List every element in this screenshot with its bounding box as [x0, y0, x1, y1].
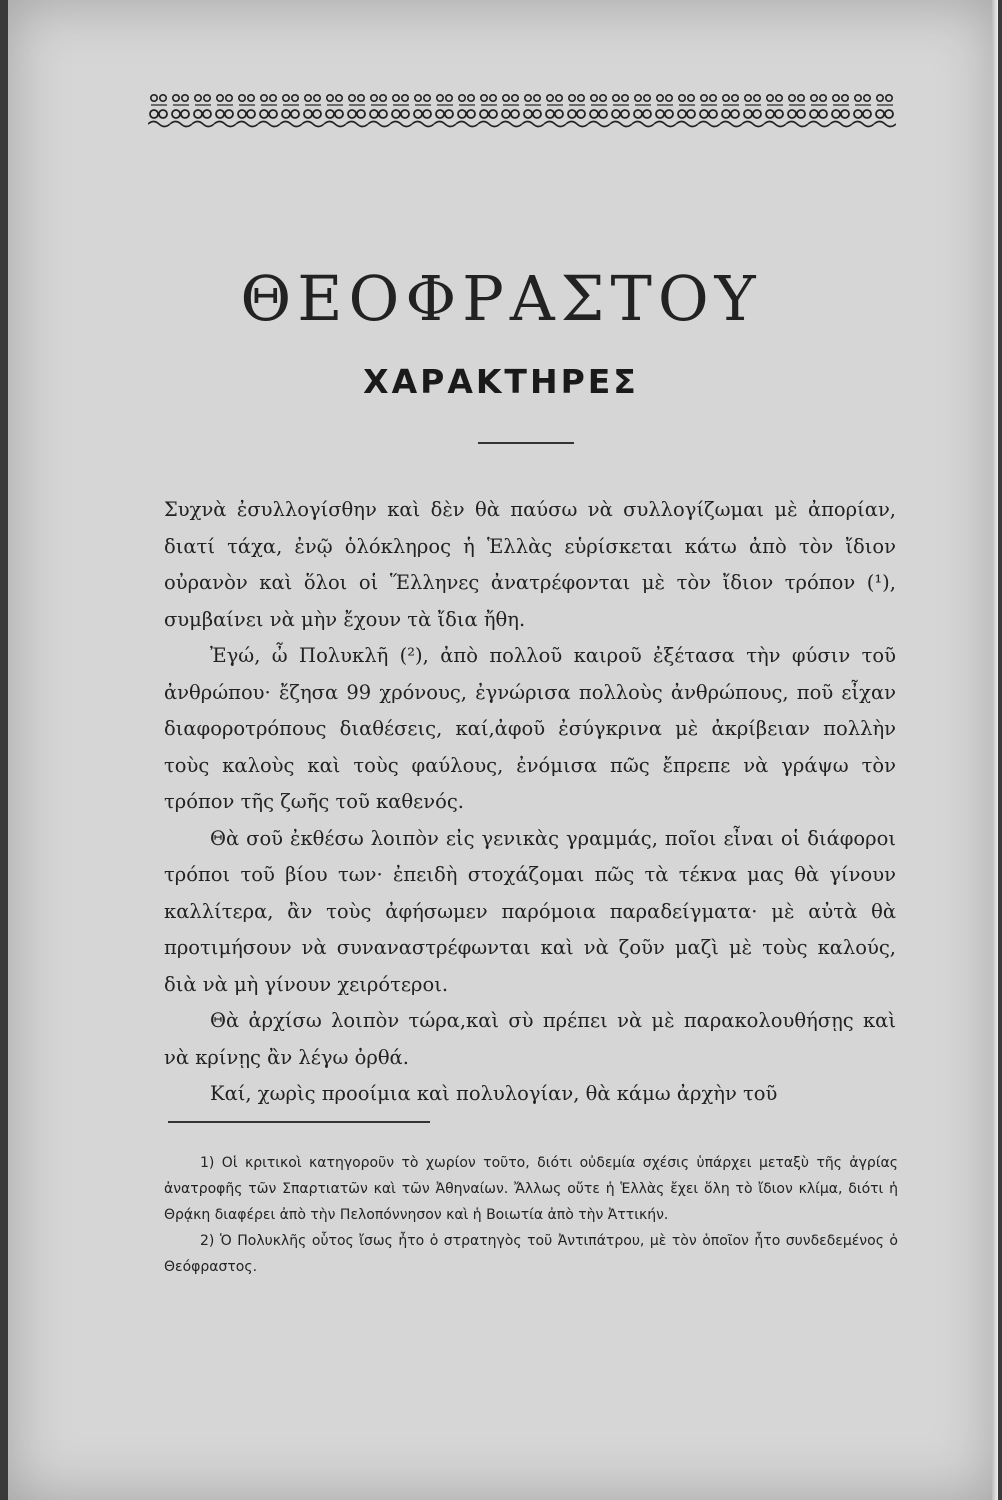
- paragraph: Ἐγώ, ὦ Πολυκλῆ (²), ἀπὸ πολλοῦ καιροῦ ἐξέτασα τὴν φύσιν τοῦ ἀνθρώπου· ἔζησα 99 χρόνους, ἐγνώρισα πολλοὺς ἀνθρώπους, ποῦ εἶχαν διαφοροτρόπους διαθέσεις, καί,ἀφοῦ ἐσύγκρινα μὲ ἀκρίβειαν πολλὴν τοὺς καλοὺς καὶ τοὺς φαύλους, ἐνόμισα πῶς ἔπρεπε νὰ γράψω τὸν τρόπον τῆς ζωῆς τοῦ καθενός.: [164, 644, 896, 813]
- title-divider: [478, 442, 574, 444]
- page-edge: [992, 0, 998, 1500]
- footnote-divider: [168, 1121, 430, 1123]
- footnote: 2) Ὁ Πολυκλῆς οὗτος ἴσως ἦτο ὁ στρατηγὸς τοῦ Ἀντιπάτρου, μὲ τὸν ὁποῖον ἦτο συνδεδεμένος ὁ Θεόφραστος.: [164, 1233, 898, 1275]
- footnote: 1) Οἱ κριτικοὶ κατηγοροῦν τὸ χωρίον τοῦτο, διότι οὐδεμία σχέσις ὑπάρχει μεταξὺ τῆς ἀγρίας ἀνατροφῆς τῶν Σπαρτιατῶν καὶ τῶν Ἀθηναίων. Ἄλλως οὔτε ἡ Ἑλλὰς ἔχει ὅλη τὸ ἴδιον κλίμα, διότι ἡ Θρᾴκη διαφέρει ἀπὸ τὴν Πελοπόννησον καὶ ἡ Βοιωτία ἀπὸ τὴν Ἀττικήν.: [164, 1155, 898, 1223]
- main-text: [164, 492, 896, 1113]
- page-subtitle: ΧΑΡΑΚΤΗΡΕΣ: [363, 362, 639, 401]
- paragraph: Θὰ σοῦ ἐκθέσω λοιπὸν εἰς γενικὰς γραμμάς, ποῖοι εἶναι οἱ διάφοροι τρόποι τοῦ βίου των· ἐπειδὴ στοχάζομαι πῶς τὰ τέκνα μας θὰ γίνουν καλλίτερα, ἂν τοὺς ἀφήσωμεν παρόμοια παραδείγματα· μὲ αὐτὰ θὰ προτιμήσουν νὰ συναναστρέφωνται καὶ νὰ ζοῦν μαζὶ μὲ τοὺς καλούς, διὰ νὰ μὴ γίνουν χειρότεροι.: [164, 826, 896, 996]
- paragraph: Συχνὰ ἐσυλλογίσθην καὶ δὲν θὰ παύσω νὰ συλλογίζωμαι μὲ ἀπορίαν, διατί τάχα, ἐνῷ ὁλόκληρος ἡ Ἑλλὰς εὑρίσκεται κάτω ἀπὸ τὸν ἴδιον οὐρανὸν καὶ ὅλοι οἱ Ἕλληνες ἀνατρέφονται μὲ τὸν ἴδιον τρόπον (¹), συμβαίνει νὰ μὴν ἔχουν τὰ ἴδια ἤθη.: [164, 498, 896, 631]
- footnotes: [164, 1150, 898, 1280]
- ornament-border: [148, 88, 896, 132]
- paragraph: Καί, χωρὶς προοίμια καὶ πολυλογίαν, θὰ κάμω ἀρχὴν τοῦ: [210, 1082, 778, 1105]
- paragraph: Θὰ ἀρχίσω λοιπὸν τώρα,καὶ σὺ πρέπει νὰ μὲ παρακολουθήσῃς καὶ νὰ κρίνῃς ἂν λέγω ὀρθά.: [164, 1009, 896, 1069]
- page-title: ΘΕΟΦΡΑΣΤΟΥ: [240, 262, 762, 335]
